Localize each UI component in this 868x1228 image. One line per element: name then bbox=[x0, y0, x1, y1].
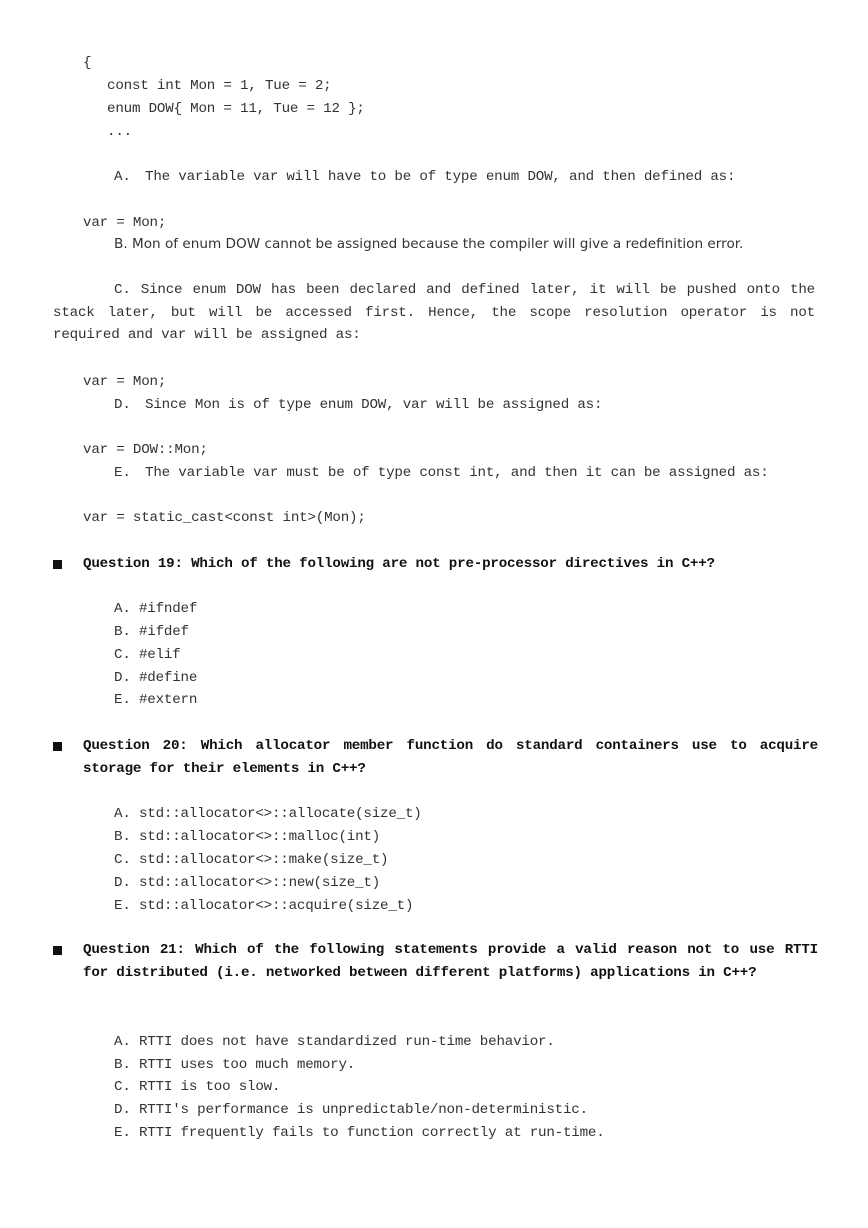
q21-option-d: D. RTTI's performance is unpredictable/non-deterministic. bbox=[114, 1102, 588, 1118]
q18-option-d-letter: D. bbox=[114, 397, 131, 413]
q19-option-d: D. #define bbox=[114, 670, 198, 686]
q18-option-e-letter: E. bbox=[114, 465, 131, 481]
q19-option-b: B. #ifdef bbox=[114, 624, 189, 640]
q19-option-e: E. #extern bbox=[114, 692, 198, 708]
q19-option-c: C. #elif bbox=[114, 647, 181, 663]
q20-bullet-icon bbox=[53, 742, 62, 751]
q21-option-a: A. RTTI does not have standardized run-time behavior. bbox=[114, 1034, 555, 1050]
q18-option-c-letter: C. bbox=[114, 282, 131, 298]
q21-option-e: E. RTTI frequently fails to function correctly at run-time. bbox=[114, 1125, 605, 1141]
q19-question: Question 19: Which of the following are not pre-processor directives in C++? bbox=[83, 556, 715, 572]
q18-option-d-code: var = DOW::Mon; bbox=[83, 442, 208, 458]
q19-bullet-icon bbox=[53, 560, 62, 569]
q21-question: Question 21: Which of the following statements provide a valid reason not to use RTTI for distributed (i.e. networked between different platforms) applications in C++? bbox=[83, 942, 818, 981]
q18-option-b bbox=[53, 233, 815, 256]
q18-option-c-text: Since enum DOW has been declared and defined later, it will be pushed onto the stack later, but will be accessed first. Hence, the scope resolution operator is not required and var will be assigned as: bbox=[53, 282, 815, 343]
q18-option-e-code: var = static_cast<const int>(Mon); bbox=[83, 510, 366, 526]
q18-option-b-letter: B. bbox=[114, 236, 128, 252]
q18-option-b-text: Mon of enum DOW cannot be assigned because the compiler will give a redefinition error. bbox=[131, 236, 744, 252]
q20-option-d: D. std::allocator<>::new(size_t) bbox=[114, 875, 381, 891]
q20-option-a: A. std::allocator<>::allocate(size_t) bbox=[114, 806, 422, 822]
q20-option-b: B. std::allocator<>::malloc(int) bbox=[114, 829, 381, 845]
q20-option-c: C. std::allocator<>::make(size_t) bbox=[114, 852, 389, 868]
code-line-enum: enum DOW{ Mon = 11, Tue = 12 }; bbox=[107, 101, 365, 117]
q18-option-c bbox=[53, 279, 815, 347]
q18-option-a-text: The variable var will have to be of type enum DOW, and then defined as: bbox=[145, 169, 736, 185]
q20-question: Question 20: Which allocator member function do standard containers use to acquire storage for their elements in C++? bbox=[83, 738, 818, 777]
q18-option-d-text: Since Mon is of type enum DOW, var will be assigned as: bbox=[145, 397, 603, 413]
q18-option-a-letter: A. bbox=[114, 169, 131, 185]
q21-option-b: B. RTTI uses too much memory. bbox=[114, 1057, 356, 1073]
q18-option-c-code: var = Mon; bbox=[83, 374, 167, 390]
code-brace-open: { bbox=[83, 55, 92, 71]
q19-option-a: A. #ifndef bbox=[114, 601, 198, 617]
code-line-const: const int Mon = 1, Tue = 2; bbox=[107, 78, 332, 94]
q21-option-c: C. RTTI is too slow. bbox=[114, 1079, 281, 1095]
code-ellipsis: ... bbox=[107, 124, 132, 140]
q18-option-e-text: The variable var must be of type const int, and then it can be assigned as: bbox=[145, 465, 769, 481]
q18-option-a-code: var = Mon; bbox=[83, 215, 167, 231]
q20-option-e: E. std::allocator<>::acquire(size_t) bbox=[114, 898, 414, 914]
q21-bullet-icon bbox=[53, 946, 62, 955]
